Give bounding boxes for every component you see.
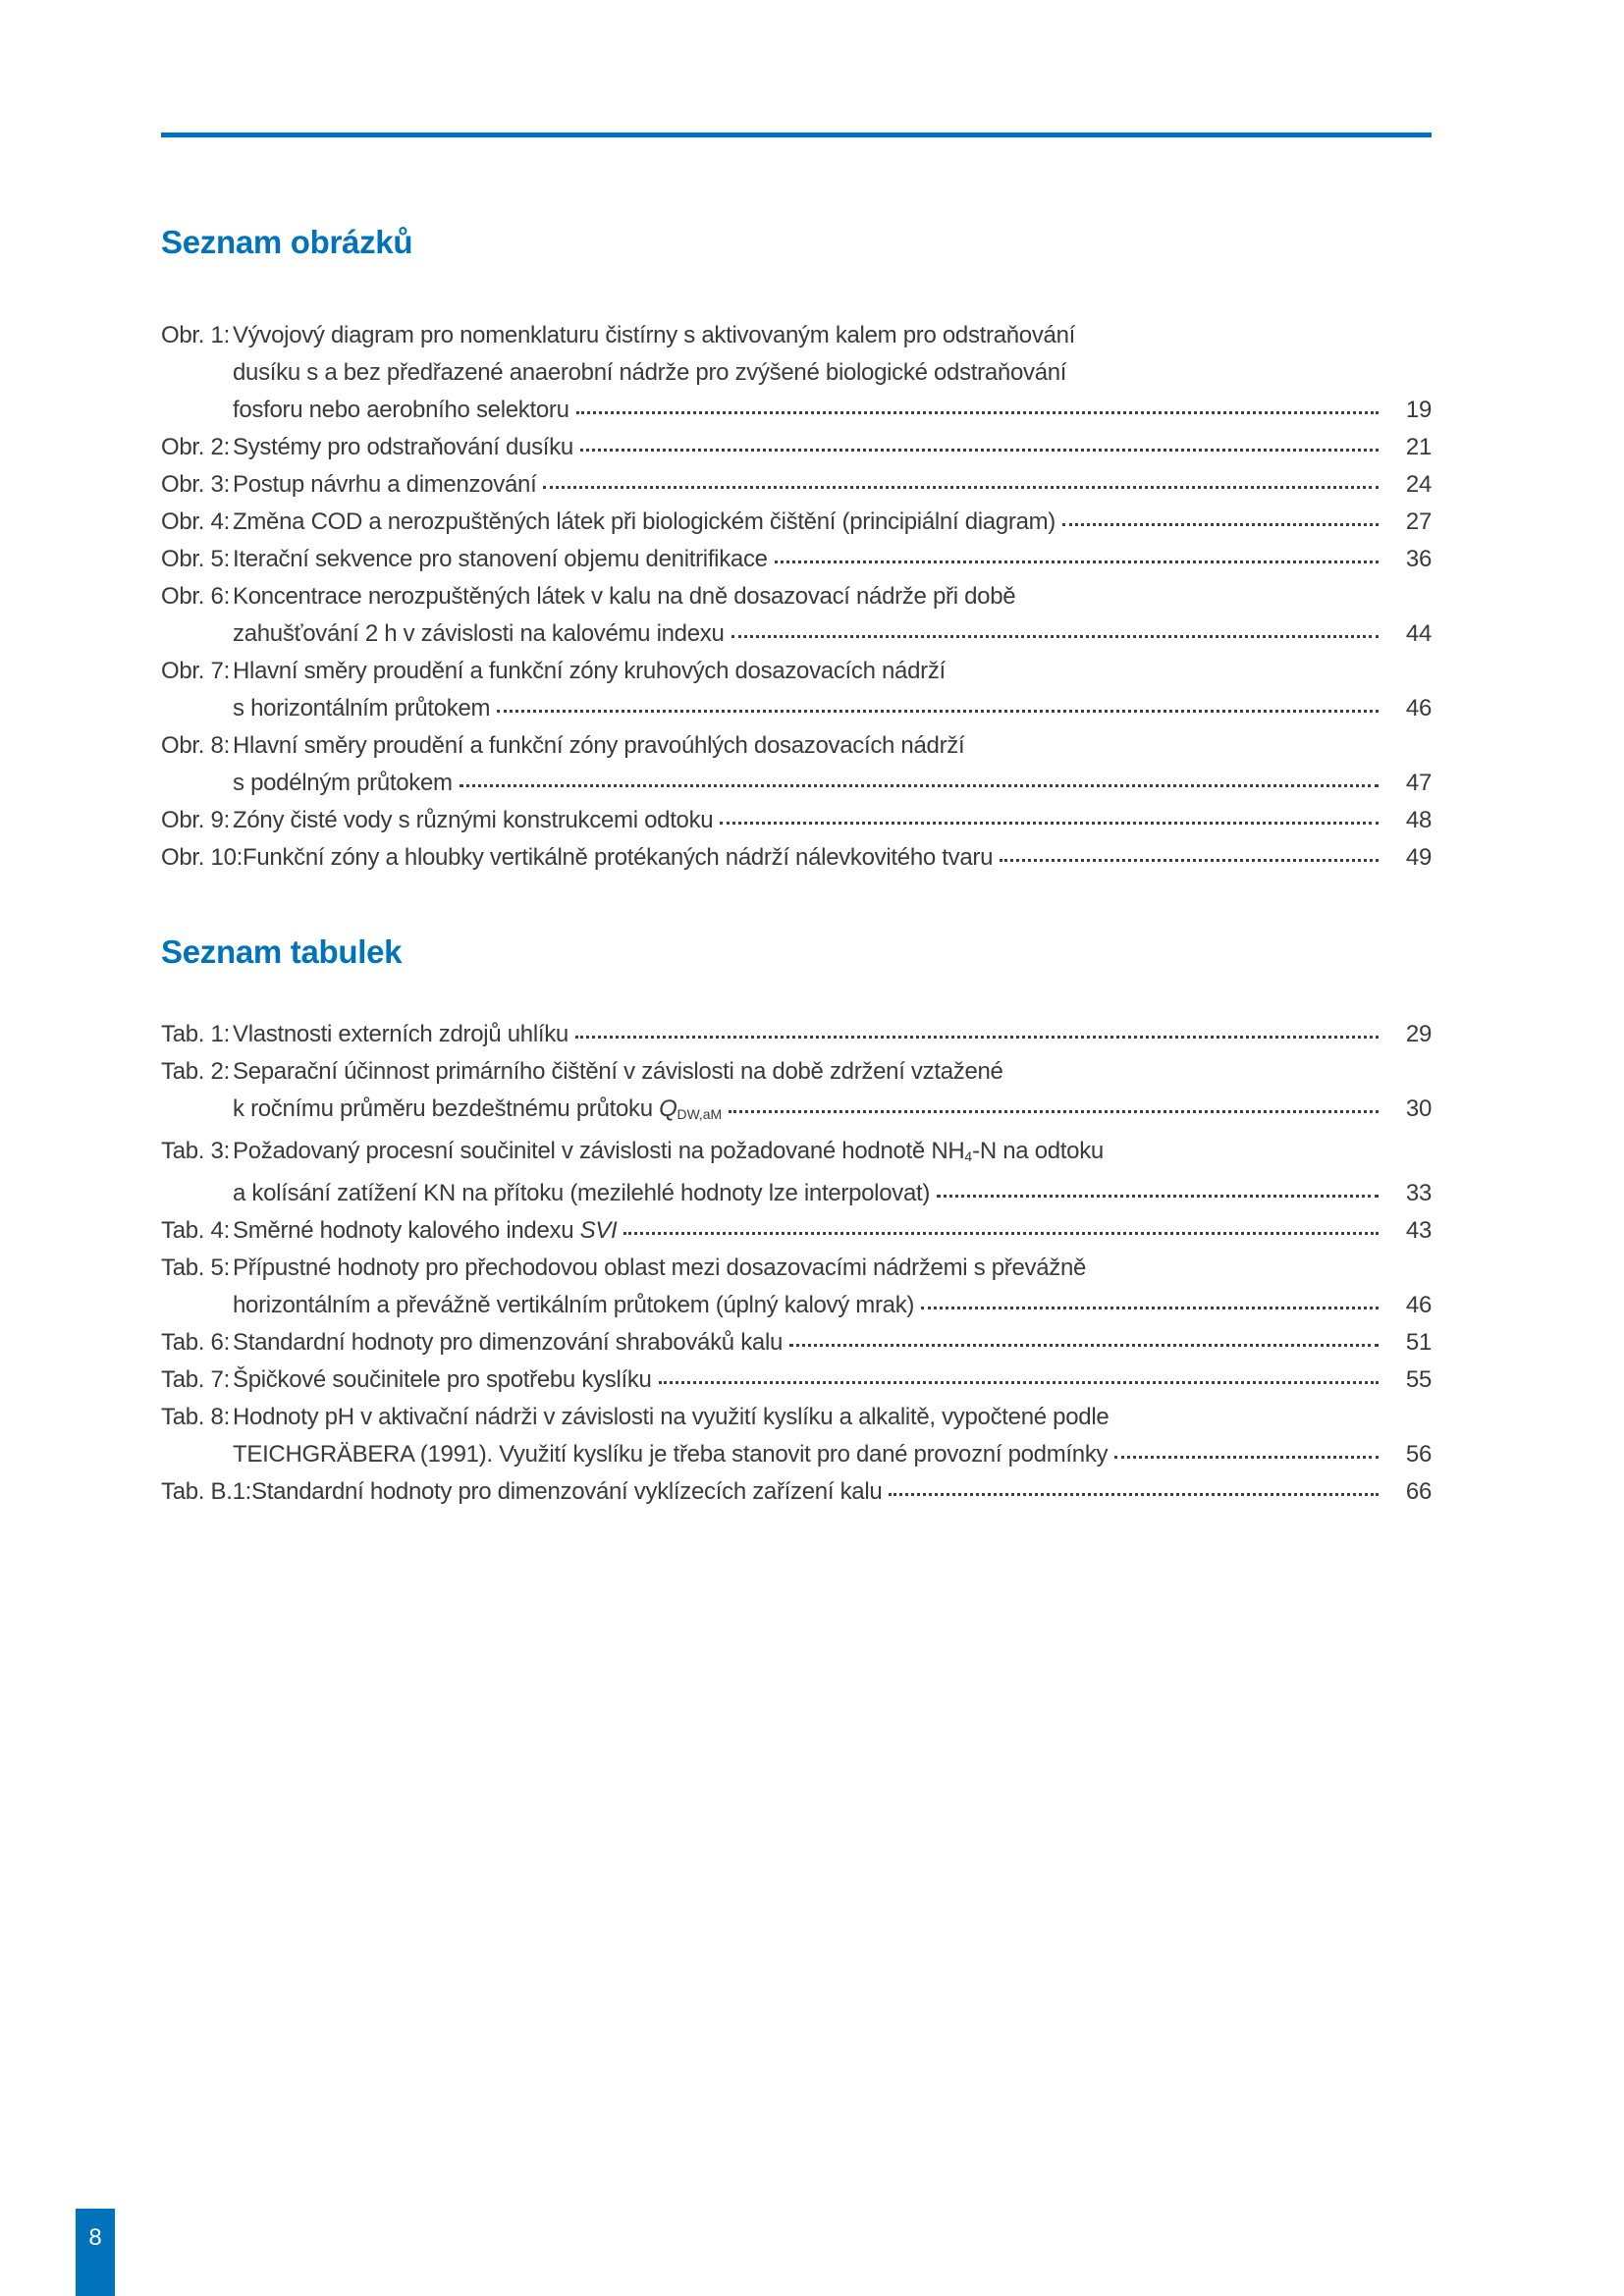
toc-entry [161, 578, 1432, 653]
toc-entry-body [233, 653, 1432, 727]
toc-entry-label: Tab. 6: [161, 1329, 230, 1357]
toc-entry-body [233, 802, 1432, 839]
toc-entry-text: Standardní hodnoty pro dimenzování shrabováků kalu [233, 1329, 784, 1357]
toc-entry-label: Tab. 5: [161, 1255, 230, 1282]
tables-section-heading: Seznam tabulek [161, 934, 403, 970]
toc-entry-text: Postup návrhu a dimenzování [233, 471, 537, 498]
toc-entry-text: Vývojový diagram pro nomenklaturu čistírny s aktivovaným kalem pro odstraňování [233, 322, 1076, 348]
toc-entry-body [233, 1053, 1432, 1133]
toc-page-number: 56 [1405, 1441, 1432, 1468]
toc-entry [161, 1362, 1432, 1399]
toc-entry-text: Přípustné hodnoty pro přechodovou oblast mezi dosazovacími nádržemi s převážně [233, 1255, 1087, 1282]
toc-entry-text: Zóny čisté vody s různými konstrukcemi odtoku [233, 807, 714, 833]
toc-entry-label: Obr. 10: [161, 844, 243, 871]
toc-entry-body [233, 1250, 1432, 1324]
toc-entry-body [233, 1362, 1432, 1399]
toc-leader-dots [775, 561, 1379, 563]
toc-entry-line [233, 1436, 1432, 1473]
toc-entry-body [251, 1473, 1432, 1511]
toc-leader-dots [729, 1110, 1379, 1113]
toc-entry-text: zahušťování 2 h v závislosti na kalovému indexu [233, 620, 725, 647]
toc-entry [161, 1016, 1432, 1053]
toc-page-number: 55 [1405, 1366, 1432, 1394]
toc-entry-line [233, 429, 1432, 466]
toc-entry-text: Standardní hodnoty pro dimenzování vyklízecích zařízení kalu [251, 1478, 883, 1506]
toc-leader-dots [720, 822, 1379, 825]
toc-leader-dots [889, 1493, 1379, 1496]
toc-entry-label: Obr. 2: [161, 434, 230, 460]
toc-page-number: 66 [1405, 1478, 1432, 1506]
toc-leader-dots [543, 486, 1379, 489]
toc-entry-text: Špičkové součinitele pro spotřebu kyslíku [233, 1366, 652, 1394]
toc-page-number: 47 [1405, 770, 1432, 796]
toc-entry-body [233, 1324, 1432, 1362]
toc-leader-dots [460, 784, 1379, 787]
toc-entry [161, 541, 1432, 578]
toc-entry-line [233, 354, 1432, 392]
toc-entry-label: Obr. 5: [161, 546, 230, 572]
toc-entry-line [233, 1133, 1432, 1175]
toc-entry [161, 1399, 1432, 1473]
toc-leader-dots [1062, 523, 1379, 526]
toc-entry-body [233, 504, 1432, 541]
figures-toc-list [161, 317, 1432, 877]
toc-entry-line [233, 653, 1432, 690]
toc-entry-label: Tab. 1: [161, 1021, 230, 1047]
toc-entry-text: Hodnoty pH v aktivační nádrži v závislosti na využití kyslíku a alkalitě, vypočtené podle [233, 1404, 1110, 1431]
toc-page-number: 24 [1405, 471, 1432, 498]
toc-entry-line [233, 541, 1432, 578]
toc-entry-line [233, 690, 1432, 727]
toc-page-number: 27 [1405, 508, 1432, 535]
toc-entry-body [233, 578, 1432, 653]
toc-entry [161, 504, 1432, 541]
toc-entry [161, 317, 1432, 429]
toc-entry-body [233, 317, 1432, 429]
page-content [161, 0, 1432, 1511]
toc-entry-line [233, 1212, 1432, 1250]
toc-entry-label: Obr. 6: [161, 583, 230, 610]
toc-entry-label: Obr. 7: [161, 658, 230, 684]
toc-entry-text: TEICHGRÄBERA (1991). Využití kyslíku je třeba stanovit pro dané provozní podmínky [233, 1441, 1109, 1468]
toc-entry-line [233, 392, 1432, 429]
toc-entry-label: Obr. 9: [161, 807, 230, 833]
toc-entry-body [243, 839, 1432, 877]
toc-entry-line [233, 615, 1432, 653]
toc-entry-label: Tab. 3: [161, 1138, 230, 1165]
toc-entry-text: Separační účinnost primárního čištění v závislosti na době zdržení vztažené [233, 1058, 1003, 1085]
toc-entry-text: a kolísání zatížení KN na přítoku (mezilehlé hodnoty lze interpolovat) [233, 1180, 931, 1207]
figures-section-heading: Seznam obrázků [161, 224, 413, 260]
toc-leader-dots [659, 1381, 1379, 1384]
toc-entry-label: Obr. 8: [161, 732, 230, 759]
toc-entry-text: s podélným průtokem [233, 770, 453, 796]
toc-entry-line [233, 765, 1432, 802]
toc-entry-text: Vlastnosti externích zdrojů uhlíku [233, 1021, 568, 1047]
toc-entry-line [233, 1399, 1432, 1436]
toc-leader-dots [576, 411, 1379, 414]
toc-entry-text: Systémy pro odstraňování dusíku [233, 434, 573, 460]
toc-entry-line [233, 317, 1432, 354]
toc-leader-dots [580, 449, 1379, 452]
toc-entry-line [233, 1287, 1432, 1324]
toc-entry [161, 429, 1432, 466]
toc-page-number: 51 [1405, 1329, 1432, 1357]
toc-entry-text: Hlavní směry proudění a funkční zóny kruhových dosazovacích nádrží [233, 658, 946, 684]
toc-leader-dots [731, 635, 1379, 638]
toc-entry-label: Tab. 4: [161, 1217, 230, 1245]
toc-entry-label: Tab. B.1: [161, 1478, 252, 1506]
toc-leader-dots [789, 1344, 1379, 1347]
toc-entry-label: Tab. 7: [161, 1366, 230, 1394]
toc-entry-text: dusíku s a bez předřazené anaerobní nádrže pro zvýšené biologické odstraňování [233, 359, 1067, 386]
toc-entry-label: Tab. 8: [161, 1404, 230, 1431]
toc-page-number: 46 [1405, 1292, 1432, 1319]
toc-entry [161, 839, 1432, 877]
toc-entry-text: Hlavní směry proudění a funkční zóny pravoúhlých dosazovacích nádrží [233, 732, 965, 759]
toc-entry-line [233, 727, 1432, 765]
toc-leader-dots [1114, 1456, 1379, 1459]
toc-entry-line [233, 1175, 1432, 1212]
toc-entry-text: Změna COD a nerozpuštěných látek při biologickém čištění (principiální diagram) [233, 508, 1056, 535]
toc-entry-line [233, 466, 1432, 504]
toc-entry [161, 1250, 1432, 1324]
toc-entry-line [233, 1324, 1432, 1362]
toc-entry [161, 1473, 1432, 1511]
toc-leader-dots [497, 710, 1379, 713]
toc-entry-line [233, 1053, 1432, 1091]
toc-entry-body [233, 1399, 1432, 1473]
toc-entry-body [233, 541, 1432, 578]
toc-entry-body [233, 466, 1432, 504]
toc-entry-label: Tab. 2: [161, 1058, 230, 1085]
toc-page-number: 33 [1405, 1180, 1432, 1207]
toc-entry-line [251, 1473, 1432, 1511]
toc-entry-label: Obr. 4: [161, 508, 230, 535]
toc-entry-text: Funkční zóny a hloubky vertikálně protékaných nádrží nálevkovitého tvaru [242, 844, 994, 871]
toc-entry-text: Koncentrace nerozpuštěných látek v kalu na dně dosazovací nádrže při době [233, 583, 1016, 610]
toc-entry-text: Směrné hodnoty kalového indexu SVI [233, 1217, 618, 1245]
toc-page-number: 30 [1405, 1095, 1432, 1122]
toc-entry-text: Iterační sekvence pro stanovení objemu denitrifikace [233, 546, 768, 572]
toc-entry [161, 727, 1432, 802]
toc-entry [161, 466, 1432, 504]
tables-toc-list [161, 1016, 1432, 1511]
toc-entry [161, 1324, 1432, 1362]
toc-entry-line [233, 1362, 1432, 1399]
toc-entry-label: Obr. 3: [161, 471, 230, 498]
toc-leader-dots [575, 1036, 1379, 1039]
toc-entry [161, 653, 1432, 727]
toc-entry-line [233, 1250, 1432, 1287]
toc-leader-dots [921, 1307, 1379, 1309]
toc-entry-body [233, 1133, 1432, 1212]
toc-leader-dots [937, 1195, 1379, 1198]
toc-page-number: 36 [1405, 546, 1432, 572]
toc-entry-text: s horizontálním průtokem [233, 695, 491, 721]
toc-entry-body [233, 1016, 1432, 1053]
toc-entry-line [233, 1016, 1432, 1053]
toc-entry-line [243, 839, 1432, 877]
toc-page-number: 19 [1405, 397, 1432, 423]
toc-entry-body [233, 727, 1432, 802]
toc-entry-body [233, 1212, 1432, 1250]
toc-page-number: 46 [1405, 695, 1432, 721]
toc-page-number: 43 [1405, 1217, 1432, 1245]
toc-page-number: 21 [1405, 434, 1432, 460]
toc-page-number: 44 [1405, 620, 1432, 647]
toc-entry-line [233, 578, 1432, 615]
toc-entry [161, 1212, 1432, 1250]
toc-page-number: 49 [1405, 844, 1432, 871]
toc-entry-line [233, 1091, 1432, 1133]
toc-entry-text: k ročnímu průměru bezdeštnému průtoku $Q_{DW,aM}$ [233, 1095, 723, 1123]
toc-page-number: 48 [1405, 807, 1432, 833]
toc-entry-line [233, 504, 1432, 541]
toc-leader-dots [623, 1232, 1379, 1235]
toc-leader-dots [1000, 859, 1379, 862]
toc-entry-body [233, 429, 1432, 466]
toc-entry [161, 802, 1432, 839]
toc-page-number: 29 [1405, 1021, 1432, 1047]
toc-entry-label: Obr. 1: [161, 322, 230, 348]
toc-entry [161, 1053, 1432, 1133]
toc-entry-text: Požadovaný procesní součinitel v závislosti na požadované hodnotě $NH_4-N$ na odtoku [233, 1138, 1104, 1165]
toc-entry-line [233, 802, 1432, 839]
toc-entry-text: fosforu nebo aerobního selektoru [233, 397, 569, 423]
page-number: 8 [88, 2224, 102, 2251]
toc-entry [161, 1133, 1432, 1212]
toc-entry-text: horizontálním a převážně vertikálním průtokem (úplný kalový mrak) [233, 1292, 915, 1319]
page-number-box [76, 2209, 115, 2296]
